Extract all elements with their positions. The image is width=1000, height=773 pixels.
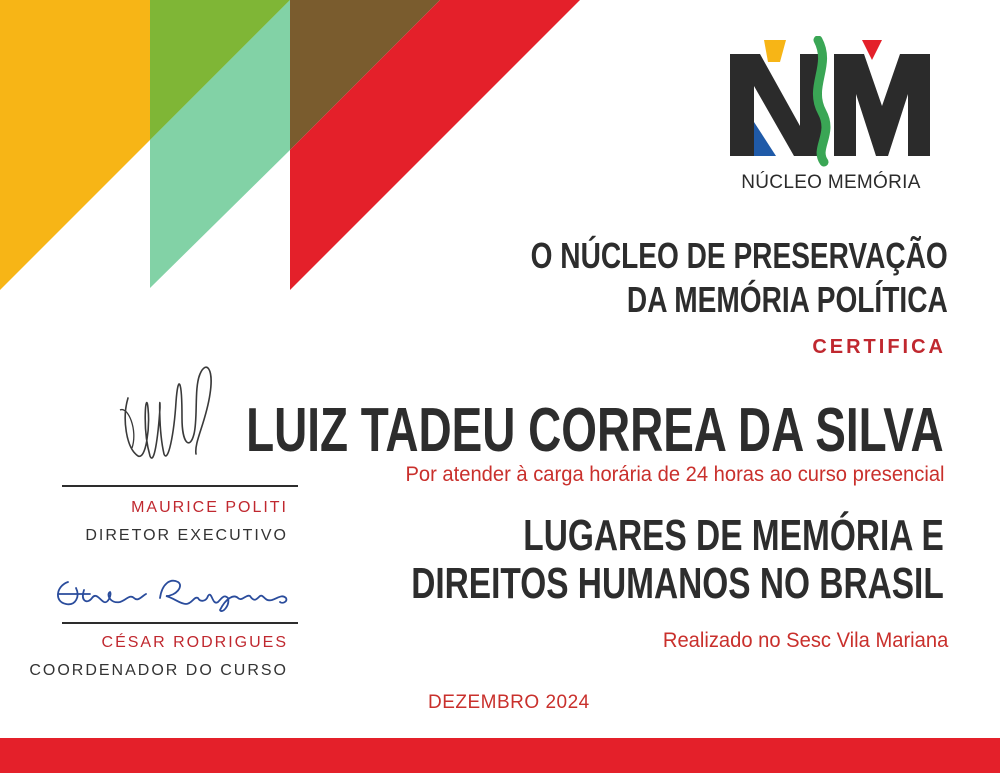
recipient-name: LUIZ TADEU CORREA DA SILVA	[246, 396, 944, 465]
hours-statement: Por atender à carga horária de 24 horas ao curso presencial	[405, 463, 945, 486]
signatory-2-role: COORDENADOR DO CURSO	[29, 662, 288, 679]
logo-caption: NÚCLEO MEMÓRIA	[741, 172, 921, 193]
course-title	[411, 512, 944, 608]
signature-maurice-politi	[98, 338, 238, 473]
certificate-date: DEZEMBRO 2024	[428, 692, 590, 713]
logo-blue-accent	[754, 122, 776, 156]
logo-m-shape	[834, 54, 930, 156]
bottom-red-bar	[0, 738, 1000, 773]
logo-n-shape	[730, 54, 822, 156]
signature-cesar-rodrigues	[50, 572, 298, 616]
course-title-line-1: LUGARES DE MEMÓRIA E	[523, 511, 944, 560]
signatory-2-name: CÉSAR RODRIGUES	[101, 634, 288, 651]
venue-statement: Realizado no Sesc Vila Mariana	[662, 629, 948, 652]
heading-line-1: O NÚCLEO DE PRESERVAÇÃO	[530, 235, 948, 276]
signature-line-2	[62, 622, 298, 624]
certifica-label: CERTIFICA	[812, 336, 946, 358]
signatory-1-role: DIRETOR EXECUTIVO	[85, 527, 288, 544]
yellow-stripe	[0, 0, 150, 290]
logo-green-wave	[817, 40, 826, 162]
course-title-line-2: DIREITOS HUMANOS NO BRASIL	[411, 559, 944, 608]
heading-line-2: DA MEMÓRIA POLÍTICA	[627, 279, 948, 320]
signatory-1-name: MAURICE POLITI	[131, 499, 288, 516]
logo-yellow-accent	[764, 40, 786, 62]
institution-heading	[531, 234, 948, 322]
signature-line-1	[62, 485, 298, 487]
